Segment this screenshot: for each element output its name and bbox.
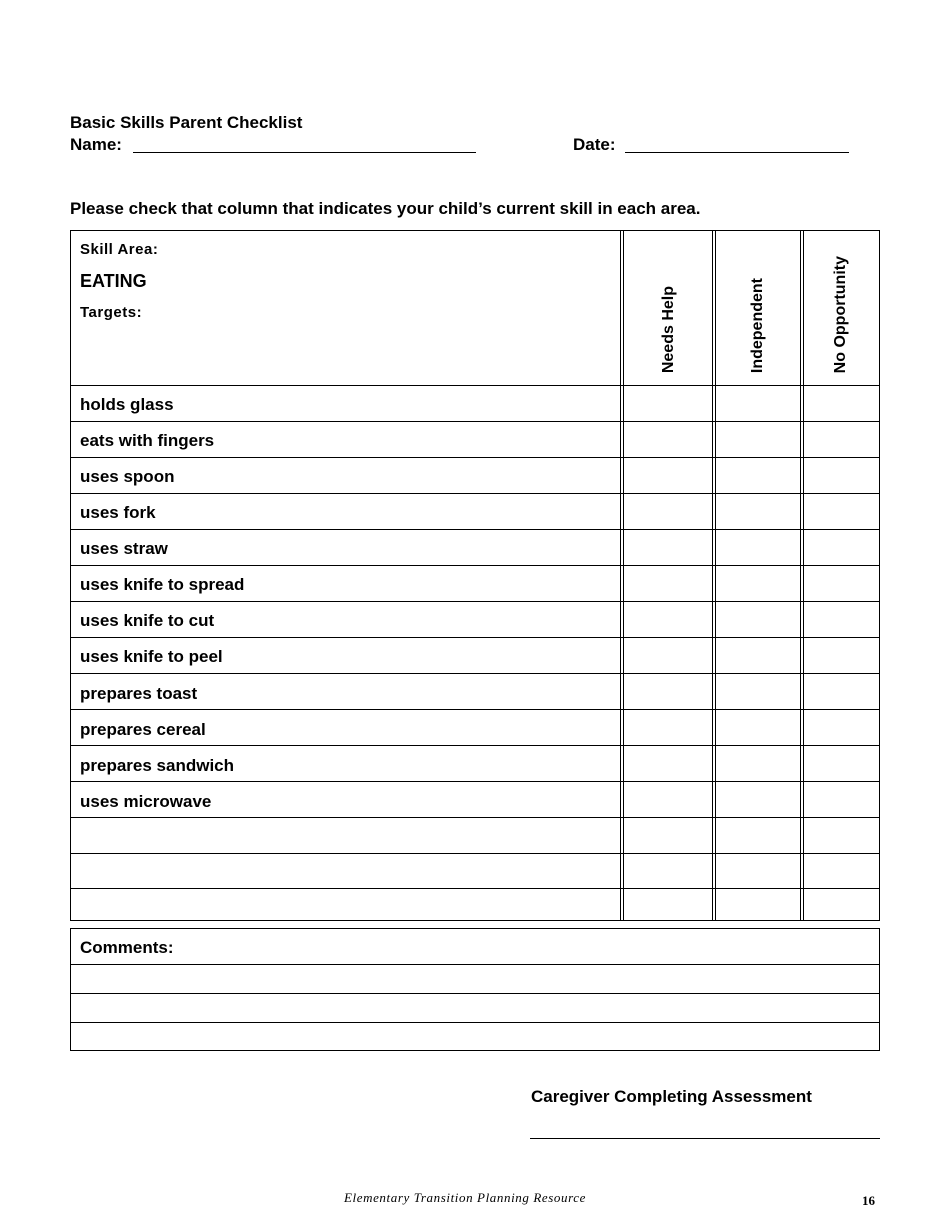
table-row: uses knife to cut (80, 611, 215, 630)
table-row: uses knife to peel (80, 647, 223, 666)
column-header-no-opportunity: No Opportunity (832, 255, 849, 373)
row-divider (71, 421, 879, 422)
comment-line (71, 993, 879, 994)
skills-checklist-table (70, 230, 880, 921)
table-row: eats with fingers (80, 431, 215, 450)
column-header-independent: Independent (749, 277, 766, 373)
page-number: 16 (862, 1193, 875, 1208)
table-row: prepares cereal (80, 720, 206, 739)
name-label: Name: (70, 135, 122, 154)
row-divider (71, 745, 879, 746)
caregiver-label: Caregiver Completing Assessment (531, 1087, 812, 1106)
comments-label: Comments: (80, 938, 174, 957)
caregiver-signature-line[interactable] (530, 1138, 880, 1139)
footer-text: Elementary Transition Planning Resource (343, 1190, 587, 1205)
row-divider (71, 565, 879, 566)
row-divider (71, 853, 879, 854)
table-row: prepares sandwich (80, 756, 235, 775)
comments-box[interactable] (70, 928, 880, 1051)
skill-area-name: EATING (80, 271, 147, 291)
table-row: uses fork (80, 503, 156, 522)
row-divider (71, 637, 879, 638)
table-row: holds glass (80, 395, 174, 414)
comment-line (71, 1022, 879, 1023)
table-row: uses spoon (80, 467, 175, 486)
row-divider (71, 781, 879, 782)
comment-line (71, 964, 879, 965)
name-field-line[interactable] (133, 152, 476, 153)
row-divider (71, 385, 879, 386)
instructions: Please check that column that indicates your child’s current skill in each area. (70, 199, 701, 218)
targets-label: Targets: (80, 304, 143, 321)
row-divider (71, 493, 879, 494)
form-title: Basic Skills Parent Checklist (70, 113, 303, 132)
row-divider (71, 888, 879, 889)
table-row: prepares toast (80, 684, 198, 703)
row-divider (71, 601, 879, 602)
table-row: uses straw (80, 539, 168, 558)
date-field-line[interactable] (625, 152, 849, 153)
date-label: Date: (573, 135, 616, 154)
row-divider (71, 709, 879, 710)
row-divider (71, 673, 879, 674)
skill-area-label: Skill Area: (80, 241, 159, 258)
row-divider (71, 529, 879, 530)
row-divider (71, 817, 879, 818)
column-header-needs-help: Needs Help (660, 285, 677, 373)
row-divider (71, 457, 879, 458)
table-row: uses microwave (80, 792, 212, 811)
table-row: uses knife to spread (80, 575, 245, 594)
